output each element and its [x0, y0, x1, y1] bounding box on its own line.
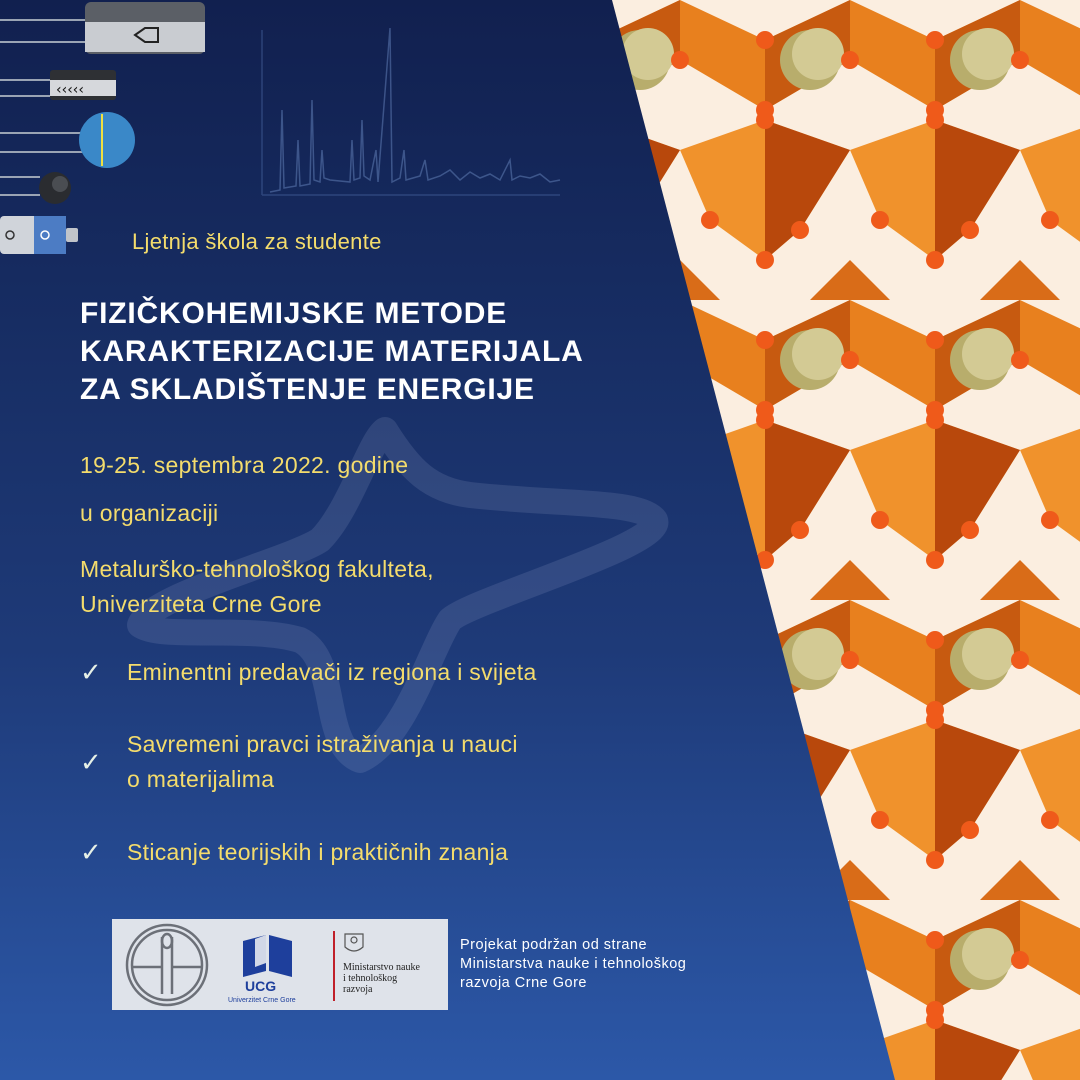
title-line: FIZIČKOHEMIJSKE METODE	[80, 297, 508, 330]
ministry-name-line: Ministarstvo nauke	[343, 962, 420, 973]
transistor-icon	[0, 172, 71, 204]
event-title	[80, 295, 584, 409]
check-icon: ✓	[80, 657, 103, 687]
spectrum-plot-icon	[262, 28, 560, 195]
mtf-logo-icon	[127, 925, 207, 1005]
feature-text: o materijalima	[127, 766, 275, 792]
ministry-crest-icon	[345, 934, 363, 951]
support-line: Ministarstva nauke i tehnološkog	[460, 956, 687, 972]
title-line: ZA SKLADIŠTENJE ENERGIJE	[80, 373, 535, 406]
partner-logos	[112, 919, 448, 1010]
event-subtitle: Ljetnja škola za studente	[132, 229, 382, 254]
capacitor-icon	[0, 2, 205, 54]
svg-text:‹‹‹‹‹: ‹‹‹‹‹	[56, 82, 84, 98]
organizer-line: Metalurško-tehnološkog fakulteta,	[80, 556, 434, 582]
organizer-name	[80, 552, 434, 622]
event-date: 19-25. septembra 2022. godine	[80, 452, 409, 478]
ucg-short-name: UCG	[245, 978, 277, 994]
disc-capacitor-icon	[0, 112, 135, 168]
battery-icon	[0, 216, 78, 254]
organizer-line: Univerziteta Crne Gore	[80, 591, 322, 617]
support-line: razvoja Crne Gore	[460, 975, 587, 991]
resistor-icon	[0, 70, 116, 100]
check-icon: ✓	[80, 747, 103, 777]
support-line: Projekat podržan od strane	[460, 937, 648, 953]
feature-text: Savremeni pravci istraživanja u nauci	[127, 731, 518, 757]
ministry-name-line: i tehnološkog	[343, 973, 398, 984]
support-note	[460, 936, 686, 993]
ucg-full-name: Univerzitet Crne Gore	[228, 997, 296, 1004]
feature-text: Sticanje teorijskih i praktičnih znanja	[127, 839, 509, 865]
ucg-logo-icon	[228, 935, 296, 1004]
ministry-name-line: razvoja	[343, 984, 373, 995]
feature-text: Eminentni predavači iz regiona i svijeta	[127, 659, 537, 685]
organizer-intro: u organizaciji	[80, 500, 219, 526]
check-icon: ✓	[80, 837, 103, 867]
title-line: KARAKTERIZACIJE MATERIJALA	[80, 335, 584, 368]
